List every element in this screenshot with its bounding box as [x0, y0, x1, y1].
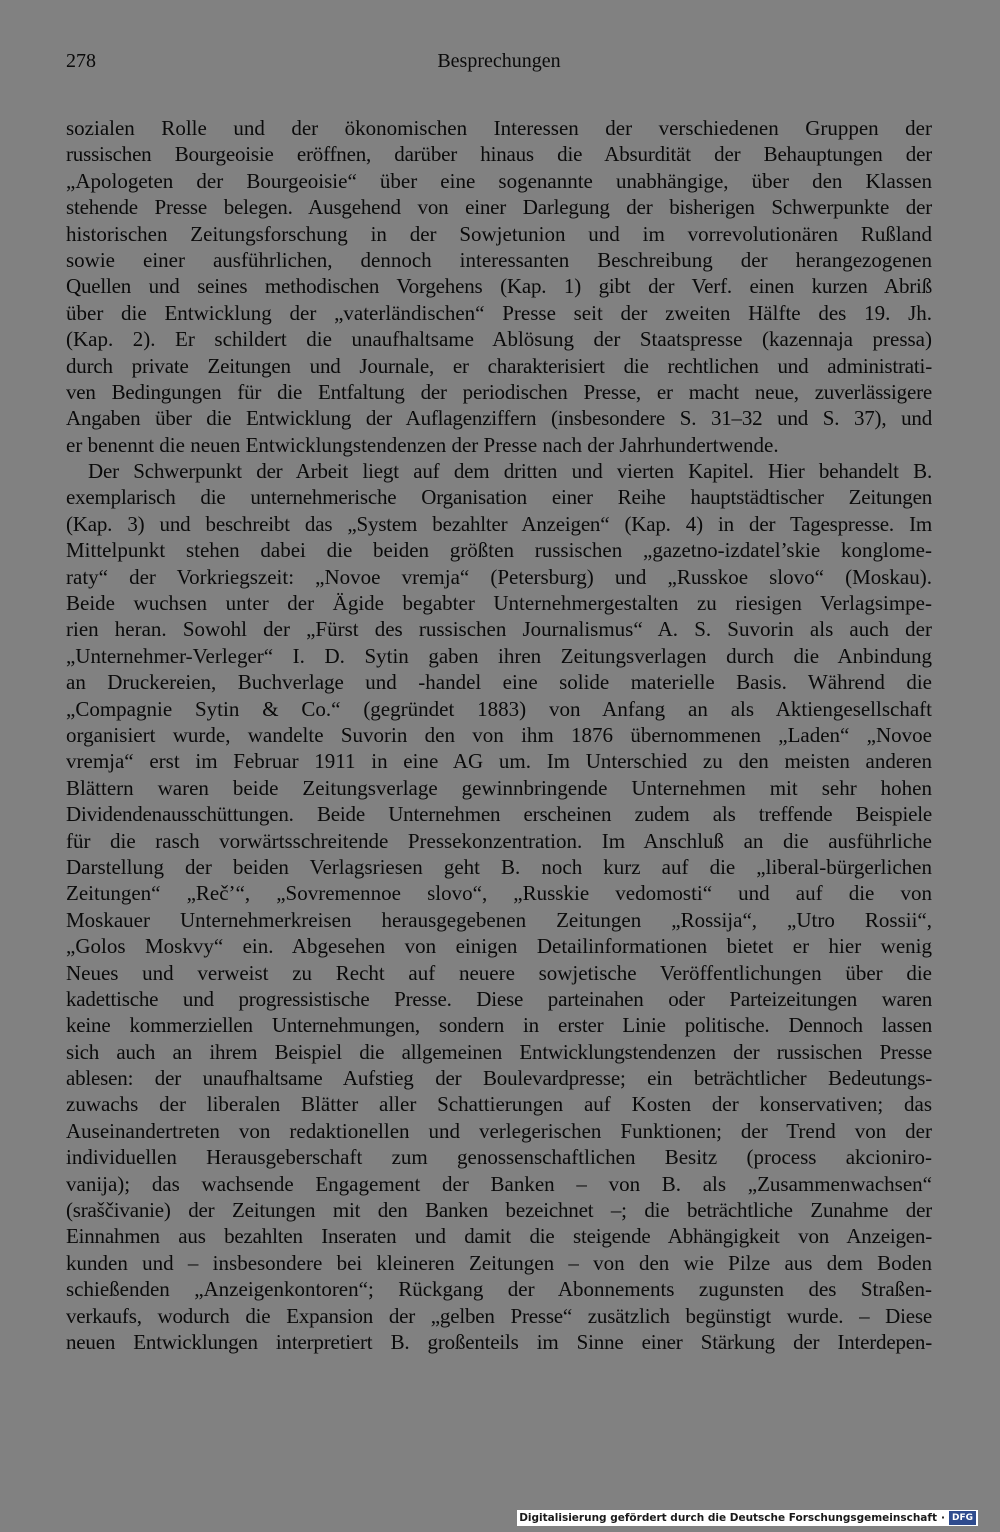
- text-line: Angaben über die Entwicklung der Auflagenziffern (insbesondere S. 31–32 und S. 37), und: [66, 406, 932, 431]
- text-line: vremja“ erst im Februar 1911 in eine AG um. Im Unterschied zu den meisten anderen: [66, 749, 932, 774]
- text-line: Der Schwerpunkt der Arbeit liegt auf dem dritten und vierten Kapitel. Hier behandelt B.: [88, 459, 932, 484]
- text-line: rien heran. Sowohl der „Fürst des russischen Journalismus“ A. S. Suvorin als auch der: [66, 617, 932, 642]
- text-line: ven Bedingungen für die Entfaltung der periodischen Presse, er macht neue, zuverlässigere: [66, 379, 932, 404]
- text-line: Einnahmen aus bezahlten Inseraten und damit die steigende Abhängigkeit von Anzeigen-: [66, 1224, 932, 1249]
- text-line: „Golos Moskvy“ ein. Abgesehen von einigen Detailinformationen bietet er hier wenig: [66, 934, 932, 959]
- text-line: Quellen und seines methodischen Vorgehens (Kap. 1) gibt der Verf. einen kurzen Abriß: [66, 274, 932, 299]
- text-line: neuen Entwicklungen interpretiert B. großenteils im Sinne einer Stärkung der Interdepen-: [66, 1329, 932, 1354]
- funding-credit-text: Digitalisierung gefördert durch die Deutsche Forschungsgemeinschaft: [519, 1512, 937, 1524]
- text-line: Zeitungen“ „Reč’“, „Sovremennoe slovo“, „Russkie vedomosti“ und auf die von: [66, 881, 932, 906]
- text-line: Auseinandertreten von redaktionellen und verlegerischen Funktionen; der Trend von der: [66, 1118, 932, 1143]
- text-line: verkaufs, wodurch die Expansion der „gelben Presse“ zusätzlich begünstigt wurde. – Diese: [66, 1303, 932, 1328]
- text-line: Neues und verweist zu Recht auf neuere sowjetische Veröffentlichungen über die: [66, 960, 932, 985]
- page-number: 278: [66, 50, 96, 72]
- text-line: ablesen: der unaufhaltsame Aufstieg der Boulevardpresse; ein beträchtlicher Bedeutungs-: [66, 1066, 932, 1091]
- text-line: individuellen Herausgeberschaft zum genossenschaftlichen Besitz (process akcioniro-: [66, 1145, 932, 1170]
- text-line: Dividendenausschüttungen. Beide Unternehmen erscheinen zudem als treffende Beispiele: [66, 802, 932, 827]
- text-line: (Kap. 2). Er schildert die unaufhaltsame Ablösung der Staatspresse (kazennaja pressa): [66, 327, 932, 352]
- text-line: exemplarisch die unternehmerische Organisation einer Reihe hauptstädtischer Zeitungen: [66, 485, 932, 510]
- text-line: Moskauer Unternehmerkreisen herausgegebenen Zeitungen „Rossija“, „Utro Rossii“,: [66, 907, 932, 932]
- text-line: „Unternehmer-Verleger“ I. D. Sytin gaben ihren Zeitungsverlagen durch die Anbindung: [66, 643, 932, 668]
- body-text: [66, 115, 932, 1355]
- text-line: keine kommerziellen Unternehmungen, sondern in erster Linie politische. Dennoch lassen: [66, 1013, 932, 1038]
- text-line: Mittelpunkt stehen dabei die beiden größten russischen „gazetno-izdatel’skie konglome-: [66, 538, 932, 563]
- text-line: sowie einer ausführlichen, dennoch interessanten Beschreibung der herangezogenen: [66, 247, 932, 272]
- text-line: „Compagnie Sytin & Co.“ (gegründet 1883) von Anfang an als Aktiengesellschaft: [66, 696, 932, 721]
- text-line: an Druckereien, Buchverlage und -handel eine solide materielle Basis. Während die: [66, 670, 932, 695]
- text-line: zuwachs der liberalen Blätter aller Schattierungen auf Kosten der konservativen; das: [66, 1092, 932, 1117]
- text-line: für die rasch vorwärtsschreitende Pressekonzentration. Im Anschluß an die ausführliche: [66, 828, 932, 853]
- text-line: stehende Presse belegen. Ausgehend von einer Darlegung der bisherigen Schwerpunkte der: [66, 195, 932, 220]
- text-line: raty“ der Vorkriegszeit: „Novoe vremja“ (Petersburg) und „Russkoe slovo“ (Moskau).: [66, 564, 932, 589]
- text-line: sozialen Rolle und der ökonomischen Interessen der verschiedenen Gruppen der: [66, 116, 932, 140]
- text-line: Darstellung der beiden Verlagsriesen geht B. noch kurz auf die „liberal-bürgerlichen: [66, 854, 932, 879]
- running-head: [66, 50, 932, 80]
- separator-dot: ·: [940, 1512, 945, 1524]
- text-line: er benennt die neuen Entwicklungstendenzen der Presse nach der Jahrhundertwende.: [66, 432, 779, 457]
- text-line: (sraščivanie) der Zeitungen mit den Banken bezeichnet –; die beträchtliche Zunahme der: [66, 1198, 932, 1223]
- text-line: kadettische und progressistische Presse. Diese parteinahen oder Parteizeitungen waren: [66, 986, 932, 1011]
- text-line: schießenden „Anzeigenkontoren“; Rückgang der Abonnements zugunsten des Straßen-: [66, 1277, 932, 1302]
- footer-credit: [517, 1510, 978, 1526]
- text-line: organisiert wurde, wandelte Suvorin den von ihm 1876 übernommenen „Laden“ „Novoe: [66, 722, 932, 747]
- text-line: über die Entwicklung der „vaterländischen“ Presse seit der zweiten Hälfte des 19. Jh.: [66, 300, 932, 325]
- text-line: Blättern waren beide Zeitungsverlage gewinnbringende Unternehmen mit sehr hohen: [66, 775, 932, 800]
- text-line: kunden und – insbesondere bei kleineren Zeitungen – von den wie Pilze aus dem Boden: [66, 1250, 932, 1275]
- text-line: (Kap. 3) und beschreibt das „System bezahlter Anzeigen“ (Kap. 4) in der Tagespresse. Im: [66, 511, 932, 536]
- dfg-logo-icon: DFG: [949, 1511, 976, 1525]
- text-line: russischen Bourgeoisie eröffnen, darüber hinaus die Absurdität der Behauptungen der: [66, 142, 932, 167]
- header-title: Besprechungen: [437, 50, 561, 72]
- text-line: vanija); das wachsende Engagement der Banken – von B. als „Zusammenwachsen“: [66, 1171, 932, 1196]
- text-line: durch private Zeitungen und Journale, er charakterisiert die rechtlichen und administrati-: [66, 353, 932, 378]
- text-line: historischen Zeitungsforschung in der Sowjetunion und im vorrevolutionären Rußland: [66, 221, 932, 246]
- text-line: „Apologeten der Bourgeoisie“ über eine sogenannte unabhängige, über den Klassen: [66, 168, 932, 193]
- text-line: sich auch an ihrem Beispiel die allgemeinen Entwicklungstendenzen der russischen Presse: [66, 1039, 932, 1064]
- text-line: Beide wuchsen unter der Ägide begabter Unternehmergestalten zu riesigen Verlagsimpe-: [66, 591, 932, 616]
